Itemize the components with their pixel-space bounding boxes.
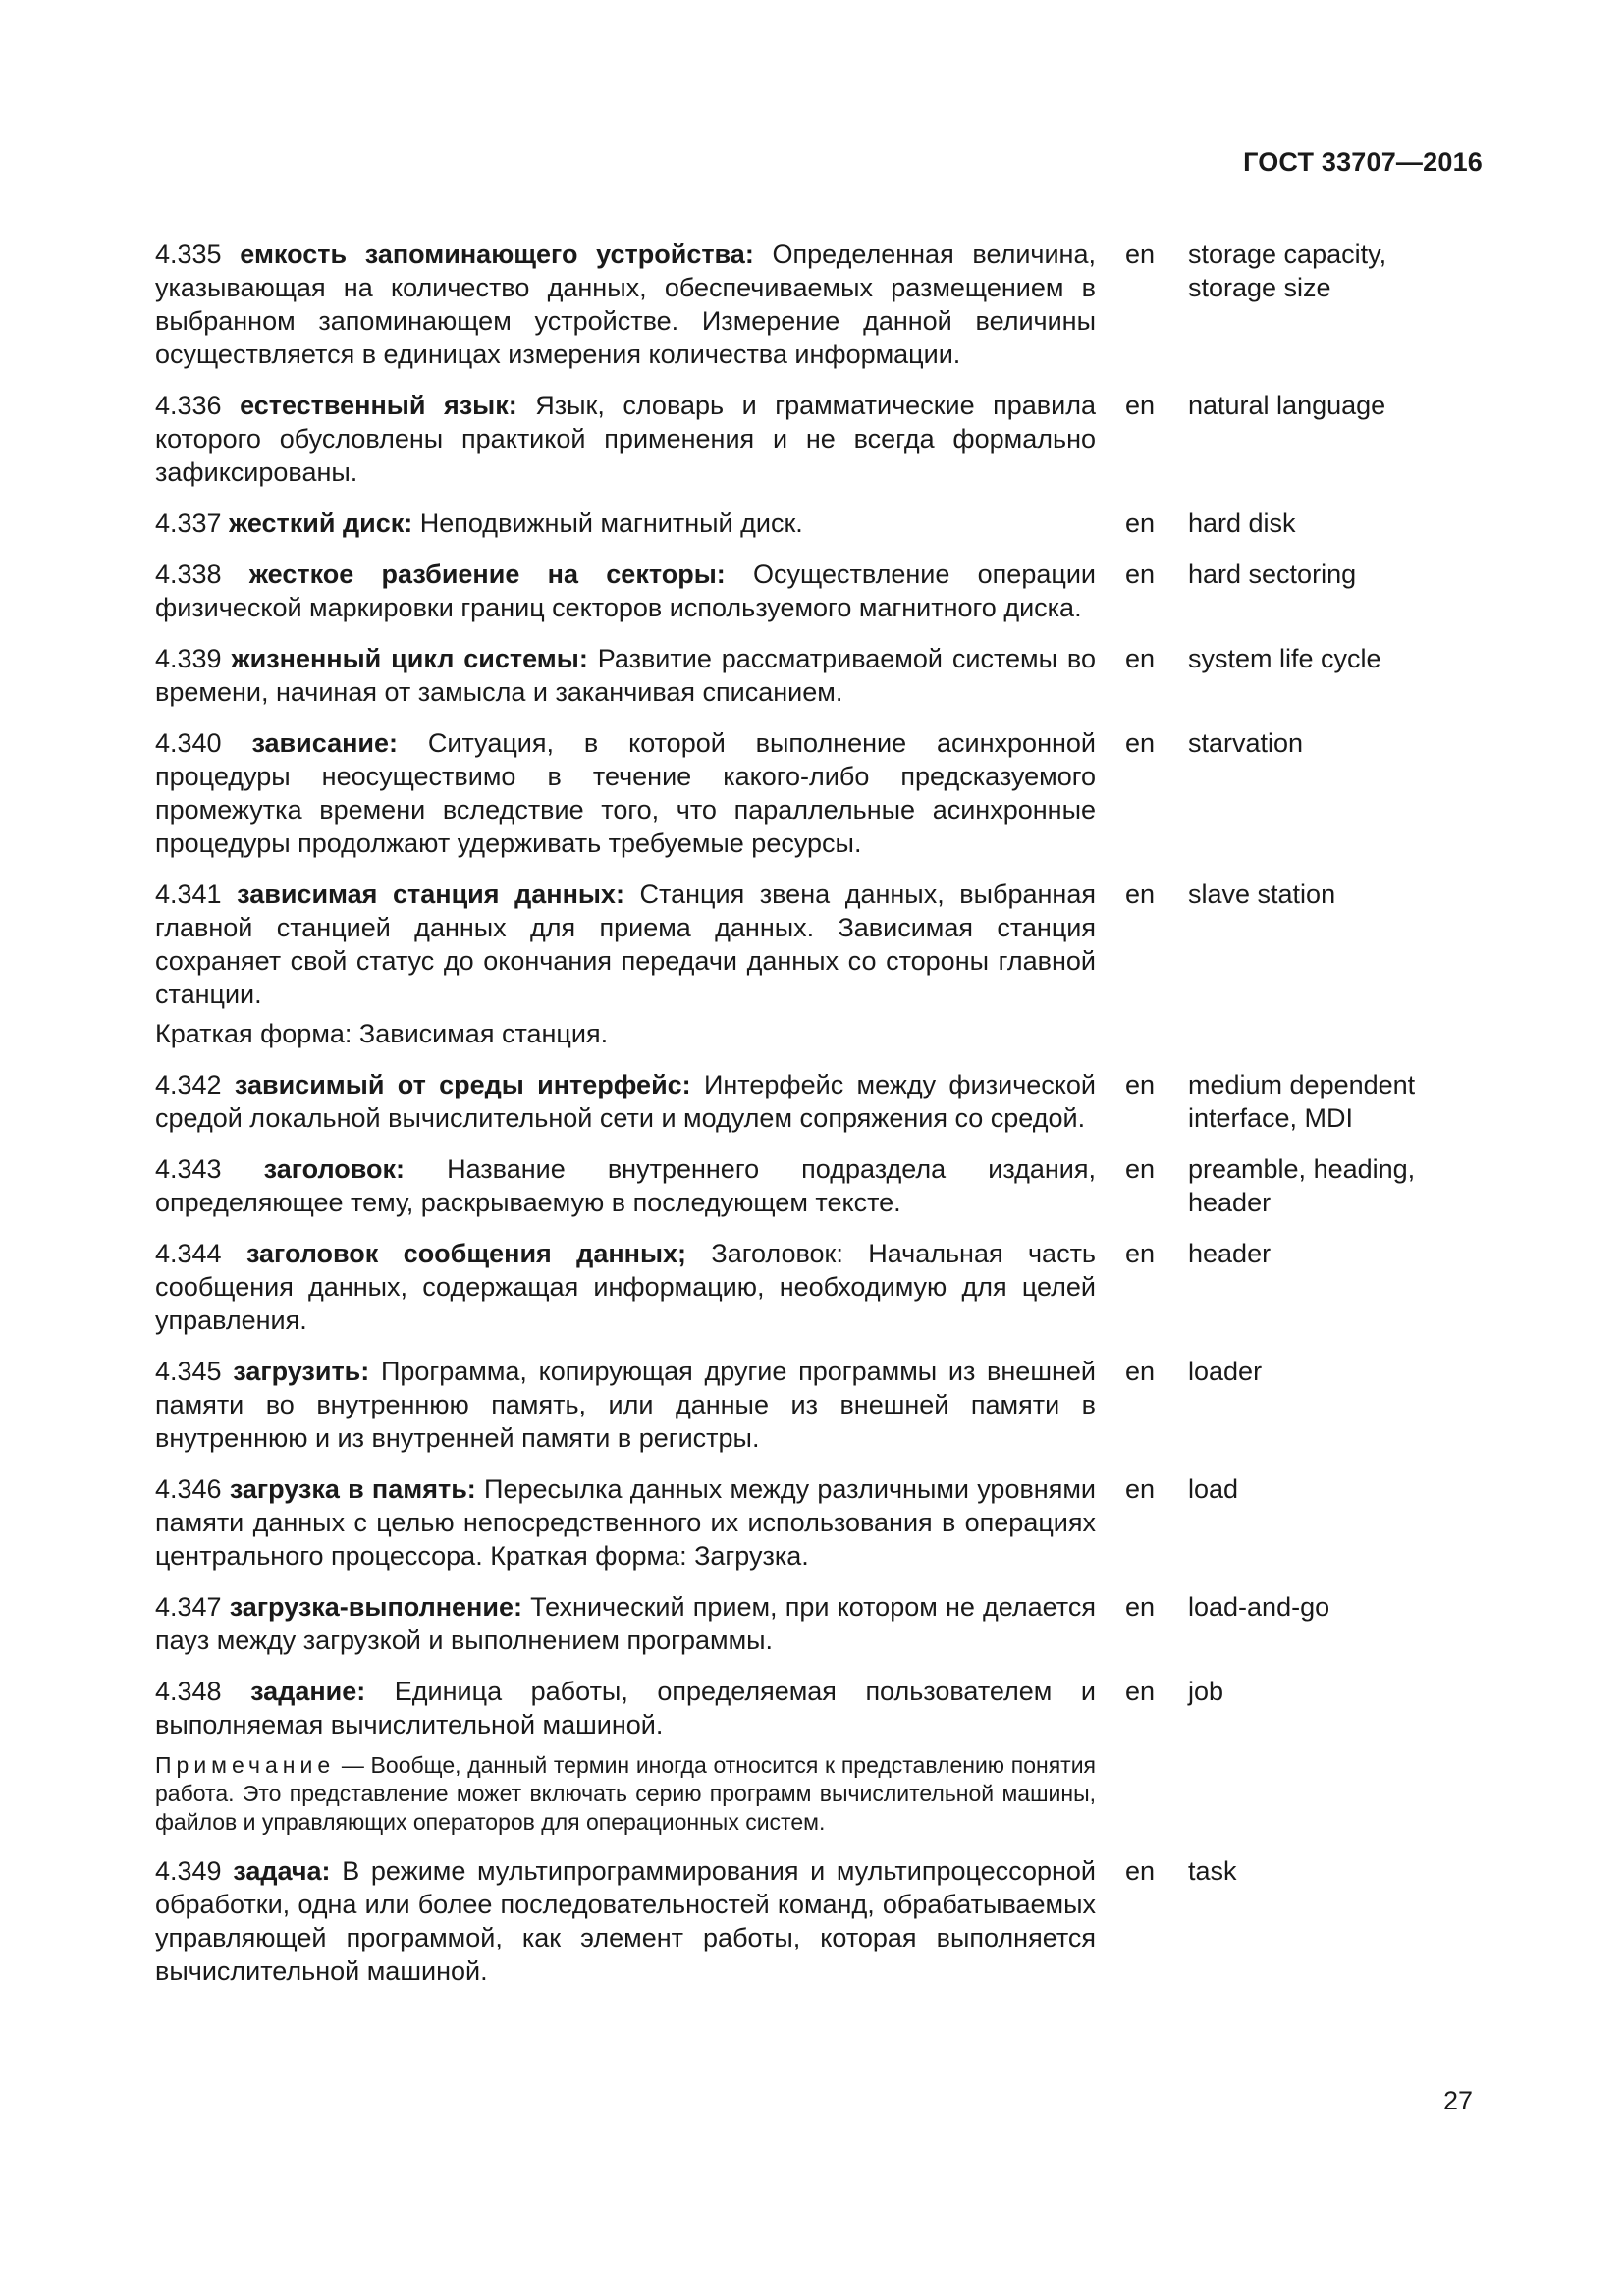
language-code: en bbox=[1125, 644, 1156, 673]
short-form: Краткая форма: Зависимая станция. bbox=[155, 1019, 609, 1048]
definition-text: Название внутреннего подраздела издания, определяющее тему, раскрываемую в последующем тексте. bbox=[155, 1154, 1096, 1217]
term-definition bbox=[155, 1675, 1096, 1837]
term-number: 4.343 bbox=[155, 1154, 222, 1184]
term-name: жесткое разбиение на секторы: bbox=[248, 560, 726, 589]
english-equivalent bbox=[1188, 507, 1443, 540]
term-entry bbox=[155, 1152, 1471, 1219]
term-name: жесткий диск: bbox=[229, 508, 413, 538]
english-term-line: load bbox=[1188, 1474, 1239, 1504]
term-name: загрузка-выполнение: bbox=[229, 1592, 522, 1622]
english-term-line: hard sectoring bbox=[1188, 560, 1357, 589]
term-entry bbox=[155, 1068, 1471, 1135]
language-code: en bbox=[1125, 560, 1156, 589]
english-equivalent bbox=[1188, 642, 1443, 709]
term-definition bbox=[155, 642, 1096, 709]
definition-text: Неподвижный магнитный диск. bbox=[412, 508, 803, 538]
term-number: 4.335 bbox=[155, 240, 222, 269]
english-equivalent bbox=[1188, 1854, 1443, 1988]
term-entry bbox=[155, 389, 1471, 489]
term-entry bbox=[155, 238, 1471, 371]
english-equivalent bbox=[1188, 1355, 1443, 1455]
term-name: жизненный цикл системы: bbox=[231, 644, 588, 673]
term-number: 4.349 bbox=[155, 1856, 222, 1886]
term-number: 4.339 bbox=[155, 644, 222, 673]
english-equivalent bbox=[1188, 1068, 1443, 1135]
term-name: задание: bbox=[250, 1677, 366, 1706]
english-equivalent bbox=[1188, 558, 1443, 624]
english-term-line: loader bbox=[1188, 1357, 1263, 1386]
definition-text: Осуществление операции физической маркировки границ секторов используемого магнитного диска. bbox=[155, 560, 1096, 622]
language-code: en bbox=[1125, 508, 1156, 538]
term-name: зависимая станция данных: bbox=[237, 880, 624, 909]
term-name: задача: bbox=[233, 1856, 331, 1886]
definition-text: Язык, словарь и грамматические правила которого обусловлены практикой применения и не всегда формально зафиксированы. bbox=[155, 391, 1096, 487]
term-entry bbox=[155, 1355, 1471, 1455]
term-entry bbox=[155, 642, 1471, 709]
definition-text: Единица работы, определяемая пользователем и выполняемая вычислительной машиной. bbox=[155, 1677, 1096, 1739]
english-term-line: preamble, heading, bbox=[1188, 1154, 1416, 1184]
term-number: 4.341 bbox=[155, 880, 222, 909]
definition-text: Ситуация, в которой выполнение асинхронной процедуры неосуществимо в течение какого-либо предсказуемого промежутка времени вследствие того, что параллельные асинхронные процедуры продолжают удерживать требуемые ресурсы. bbox=[155, 728, 1096, 858]
english-equivalent bbox=[1188, 1675, 1443, 1837]
term-definition bbox=[155, 1472, 1096, 1573]
term-definition bbox=[155, 507, 1096, 540]
term-entry bbox=[155, 1854, 1471, 1988]
term-definition bbox=[155, 389, 1096, 489]
term-number: 4.344 bbox=[155, 1239, 222, 1268]
language-code: en bbox=[1125, 1154, 1156, 1184]
english-term-line: load-and-go bbox=[1188, 1592, 1330, 1622]
english-equivalent bbox=[1188, 1590, 1443, 1657]
term-definition bbox=[155, 726, 1096, 860]
english-term-line: natural language bbox=[1188, 391, 1386, 420]
term-entry bbox=[155, 1590, 1471, 1657]
english-term-line: slave station bbox=[1188, 880, 1336, 909]
note bbox=[155, 1751, 1096, 1837]
page-number: 27 bbox=[1442, 2086, 1473, 2115]
english-term-line: header bbox=[1188, 1188, 1272, 1217]
term-definition bbox=[155, 558, 1096, 624]
term-name: емкость запоминающего устройства: bbox=[240, 240, 754, 269]
term-definition bbox=[155, 1854, 1096, 1988]
english-equivalent bbox=[1188, 726, 1443, 860]
note-label: Примечание bbox=[155, 1752, 336, 1778]
definition-text: Программа, копирующая другие программы из внешней памяти во внутреннюю память, или данные из внешней памяти в внутреннюю и из внутренней памяти в регистры. bbox=[155, 1357, 1096, 1453]
term-definition bbox=[155, 1068, 1096, 1135]
language-code: en bbox=[1125, 1239, 1156, 1268]
term-definition bbox=[155, 1590, 1096, 1657]
language-code: en bbox=[1125, 728, 1156, 758]
term-number: 4.346 bbox=[155, 1474, 222, 1504]
english-term-line: header bbox=[1188, 1239, 1272, 1268]
english-term-line: job bbox=[1188, 1677, 1224, 1706]
term-entry bbox=[155, 507, 1471, 540]
definition-text: Заголовок: Начальная часть сообщения данных, содержащая информацию, необходимую для целей управления. bbox=[155, 1239, 1096, 1335]
english-equivalent bbox=[1188, 1152, 1443, 1219]
term-definition bbox=[155, 1152, 1096, 1219]
language-code: en bbox=[1125, 1357, 1156, 1386]
english-term-line: medium dependent bbox=[1188, 1070, 1416, 1099]
definition-text: В режиме мультипрограммирования и мультипроцессорной обработки, одна или более последовательностей команд, обрабатываемых управляющей программой, как элемент работы, которая выполняется вычислительной машиной. bbox=[155, 1856, 1096, 1986]
english-equivalent bbox=[1188, 389, 1443, 489]
term-number: 4.345 bbox=[155, 1357, 222, 1386]
document-title: ГОСТ 33707—2016 bbox=[1243, 147, 1483, 177]
term-number: 4.348 bbox=[155, 1677, 222, 1706]
term-name: заголовок: bbox=[263, 1154, 405, 1184]
term-entry bbox=[155, 1237, 1471, 1337]
term-name: естественный язык: bbox=[240, 391, 517, 420]
term-number: 4.347 bbox=[155, 1592, 222, 1622]
definition-text: Развитие рассматриваемой системы во времени, начиная от замысла и заканчивая списанием. bbox=[155, 644, 1096, 707]
term-list bbox=[155, 238, 1471, 2005]
term-name: загрузить: bbox=[233, 1357, 370, 1386]
term-definition bbox=[155, 878, 1096, 1050]
definition-text: Технический прием, при котором не делается пауз между загрузкой и выполнением программы. bbox=[155, 1592, 1096, 1655]
language-code: en bbox=[1125, 1070, 1156, 1099]
language-code: en bbox=[1125, 880, 1156, 909]
term-number: 4.337 bbox=[155, 508, 222, 538]
term-name: загрузка в память: bbox=[229, 1474, 476, 1504]
english-equivalent bbox=[1188, 1472, 1443, 1573]
language-code: en bbox=[1125, 1677, 1156, 1706]
english-term-line: task bbox=[1188, 1856, 1237, 1886]
english-equivalent bbox=[1188, 878, 1443, 1050]
term-definition bbox=[155, 238, 1096, 371]
term-name: зависание: bbox=[251, 728, 399, 758]
term-name: зависимый от среды интерфейс: bbox=[234, 1070, 691, 1099]
language-code: en bbox=[1125, 391, 1156, 420]
english-term-line: storage capacity, bbox=[1188, 240, 1387, 269]
term-number: 4.340 bbox=[155, 728, 222, 758]
term-definition bbox=[155, 1237, 1096, 1337]
term-entry bbox=[155, 1472, 1471, 1573]
english-equivalent bbox=[1188, 1237, 1443, 1337]
term-entry bbox=[155, 878, 1471, 1050]
english-equivalent bbox=[1188, 238, 1443, 371]
definition-text: Определенная величина, указывающая на количество данных, обеспечиваемых размещением в выбранном запоминающем устройстве. Измерение данной величины осуществляется в единицах измерения количества информации. bbox=[155, 240, 1096, 369]
definition-text: Станция звена данных, выбранная главной станцией данных для приема данных. Зависимая станция сохраняет свой статус до окончания передачи данных со стороны главной станции. bbox=[155, 880, 1096, 1009]
english-term-line: system life cycle bbox=[1188, 644, 1381, 673]
term-entry bbox=[155, 726, 1471, 860]
english-term-line: hard disk bbox=[1188, 508, 1296, 538]
definition-text: Интерфейс между физической средой локальной вычислительной сети и модулем сопряжения со средой. bbox=[155, 1070, 1096, 1133]
term-number: 4.342 bbox=[155, 1070, 222, 1099]
language-code: en bbox=[1125, 240, 1156, 269]
english-term-line: interface, MDI bbox=[1188, 1103, 1354, 1133]
term-name: заголовок сообщения данных; bbox=[245, 1239, 687, 1268]
language-code: en bbox=[1125, 1856, 1156, 1886]
english-term-line: storage size bbox=[1188, 273, 1331, 302]
english-term-line: starvation bbox=[1188, 728, 1304, 758]
term-number: 4.336 bbox=[155, 391, 222, 420]
term-entry bbox=[155, 1675, 1471, 1837]
definition-text: Пересылка данных между различными уровнями памяти данных с целью непосредственного их использования в операциях центрального процессора. Краткая форма: Загрузка. bbox=[155, 1474, 1096, 1571]
language-code: en bbox=[1125, 1474, 1156, 1504]
language-code: en bbox=[1125, 1592, 1156, 1622]
note-text: — Вообще, данный термин иногда относится к представлению понятия работа. Это представление может включать серию программ вычислительной машины, файлов и управляющих операторов для операционных систем. bbox=[155, 1752, 1096, 1835]
term-definition bbox=[155, 1355, 1096, 1455]
term-number: 4.338 bbox=[155, 560, 222, 589]
term-entry bbox=[155, 558, 1471, 624]
